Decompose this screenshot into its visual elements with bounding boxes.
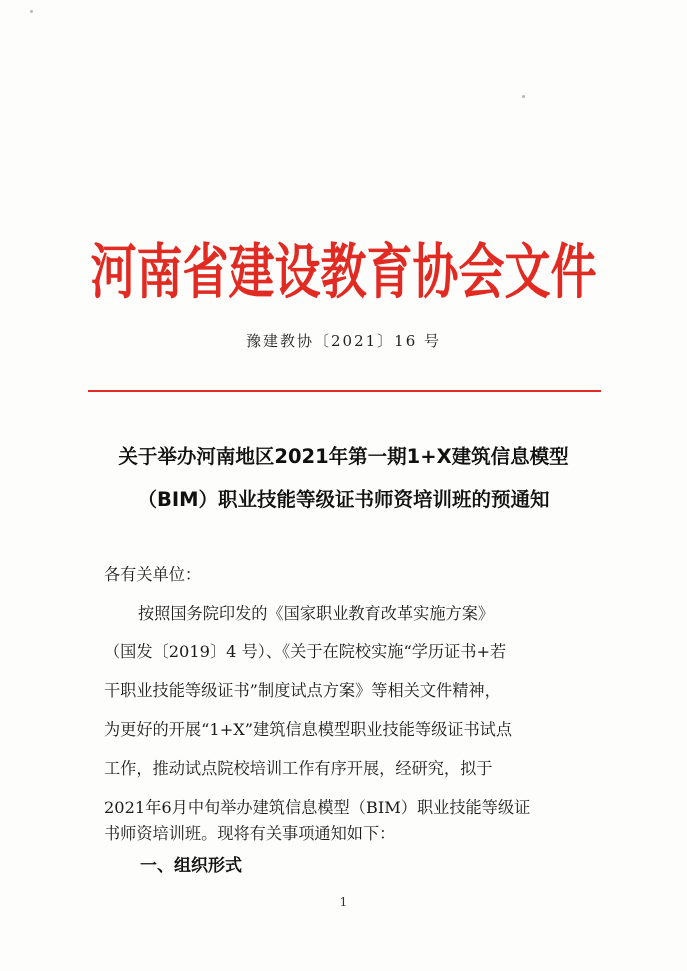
document-number: 豫建教协〔2021〕16 号: [245, 332, 442, 350]
scan-speck: [522, 95, 525, 98]
red-divider-line: [88, 390, 601, 392]
section-heading: 一、组织形式: [140, 856, 242, 876]
body-line: 干职业技能等级证书”制度试点方案》等相关文件精神，: [104, 681, 501, 700]
body-line: 为更好的开展“1+X”建筑信息模型职业技能等级证书试点: [104, 720, 513, 739]
notice-title-line-1: 关于举办河南地区2021年第一期1+X建筑信息模型: [118, 445, 569, 468]
scan-speck: [30, 10, 33, 13]
body-line: 书师资培训班。现将有关事项通知如下：: [104, 824, 396, 843]
org-header-title: 河南省建设教育协会文件: [90, 236, 597, 307]
body-line: 2021年6月中旬举办建筑信息模型（BIM）职业技能等级证: [104, 798, 531, 817]
notice-title-line-2: （BIM）职业技能等级证书师资培训班的预通知: [137, 488, 550, 511]
body-line: 工作，推动试点院校培训工作有序开展，经研究，拟于: [104, 759, 493, 778]
body-line: （国发〔2019〕4 号）、《关于在院校实施“学历证书+若: [104, 642, 507, 661]
body-line: 按照国务院印发的《国家职业教育改革实施方案》: [138, 604, 495, 623]
salutation: 各有关单位：: [104, 565, 202, 584]
page-number: 1: [339, 895, 348, 909]
